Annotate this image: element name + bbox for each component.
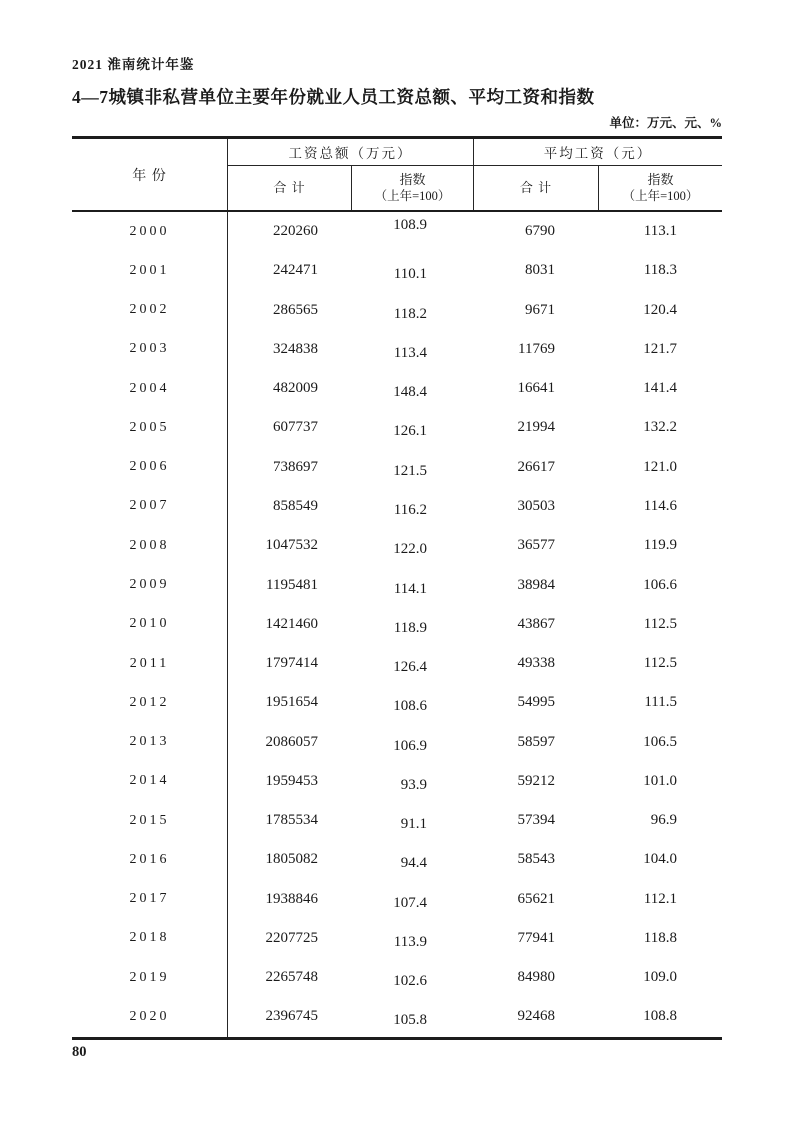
total-wage-index-cell: 102.6	[393, 973, 427, 990]
year-cell: 2015	[72, 801, 228, 840]
group-header-total-wage: 工资总额（万元）	[228, 139, 474, 165]
total-wage-index-cell: 121.5	[393, 462, 427, 479]
avg-wage-cell: 30503	[517, 497, 555, 514]
avg-wage-index-cell: 121.7	[643, 340, 677, 357]
total-wage-cell: 1785534	[265, 812, 318, 829]
sub-header-avg-wage-index	[599, 166, 722, 210]
total-wage-cell: 2396745	[265, 1008, 318, 1025]
total-wage-index-cell: 116.2	[393, 501, 427, 518]
table-row	[72, 840, 722, 879]
year-cell: 2016	[72, 840, 228, 879]
avg-wage-cell: 36577	[517, 537, 555, 554]
page-number: 80	[72, 1044, 87, 1060]
table-row	[72, 251, 722, 290]
total-wage-cell: 1421460	[265, 615, 318, 632]
table-row	[72, 919, 722, 958]
total-wage-index-cell: 126.4	[393, 659, 427, 676]
avg-wage-cell: 84980	[517, 969, 555, 986]
table-row	[72, 644, 722, 683]
sub-header-total-wage-total: 合 计	[228, 166, 352, 210]
avg-wage-index-cell: 121.0	[643, 458, 677, 475]
avg-wage-cell: 59212	[517, 772, 555, 789]
year-cell: 2019	[72, 958, 228, 997]
sub-header-total-wage-index	[352, 166, 474, 210]
unit-note: 单位：万元、元、%	[609, 116, 722, 130]
year-cell: 2003	[72, 330, 228, 369]
year-cell: 2013	[72, 722, 228, 761]
table-row	[72, 487, 722, 526]
year-cell: 2002	[72, 291, 228, 330]
total-wage-index-cell: 122.0	[393, 541, 427, 558]
total-wage-cell: 2086057	[265, 733, 318, 750]
avg-wage-index-cell: 120.4	[643, 301, 677, 318]
avg-wage-cell: 16641	[517, 380, 555, 397]
total-wage-cell: 738697	[273, 458, 318, 475]
page-title: 4—7城镇非私营单位主要年份就业人员工资总额、平均工资和指数	[72, 87, 595, 107]
total-wage-index-cell: 126.1	[393, 423, 427, 440]
avg-wage-index-cell: 109.0	[643, 969, 677, 986]
table-row	[72, 212, 722, 251]
year-cell: 2014	[72, 762, 228, 801]
avg-wage-cell: 65621	[517, 890, 555, 907]
total-wage-index-cell: 113.9	[393, 933, 427, 950]
total-wage-index-cell: 94.4	[400, 855, 427, 872]
avg-wage-index-cell: 112.5	[643, 655, 677, 672]
total-wage-cell: 1047532	[265, 537, 318, 554]
avg-wage-index-cell: 111.5	[644, 694, 677, 711]
total-wage-index-cell: 118.2	[393, 305, 427, 322]
table-row	[72, 526, 722, 565]
avg-wage-index-cell: 101.0	[643, 772, 677, 789]
table-header	[72, 139, 722, 212]
avg-wage-index-cell: 104.0	[643, 851, 677, 868]
avg-wage-index-cell: 112.5	[643, 615, 677, 632]
avg-wage-index-cell: 113.1	[643, 223, 677, 240]
table-row	[72, 605, 722, 644]
total-wage-index-cell: 148.4	[393, 384, 427, 401]
sub-header-row	[228, 166, 722, 210]
total-wage-index-cell: 91.1	[400, 816, 427, 833]
avg-wage-cell: 77941	[517, 929, 555, 946]
avg-wage-index-cell: 118.8	[643, 929, 677, 946]
total-wage-cell: 1951654	[265, 694, 318, 711]
avg-wage-index-cell: 106.5	[643, 733, 677, 750]
total-wage-cell: 220260	[273, 223, 318, 240]
year-cell: 2007	[72, 487, 228, 526]
table-row	[72, 330, 722, 369]
avg-wage-index-cell: 119.9	[643, 537, 677, 554]
avg-wage-index-cell: 108.8	[643, 1008, 677, 1025]
total-wage-cell: 858549	[273, 497, 318, 514]
year-cell: 2018	[72, 919, 228, 958]
avg-wage-index-cell: 141.4	[643, 380, 677, 397]
year-cell: 2006	[72, 448, 228, 487]
table-row	[72, 683, 722, 722]
avg-wage-cell: 38984	[517, 576, 555, 593]
sub-header-avg-wage-total: 合 计	[474, 166, 599, 210]
avg-wage-cell: 54995	[517, 694, 555, 711]
year-cell: 2008	[72, 526, 228, 565]
sub-header-index-base: （上年=100）	[622, 189, 699, 203]
year-cell: 2011	[72, 644, 228, 683]
total-wage-cell: 1938846	[265, 890, 318, 907]
group-header-avg-wage: 平均工资（元）	[543, 146, 653, 161]
total-wage-cell: 2207725	[265, 929, 318, 946]
total-wage-index-cell: 108.9	[393, 217, 427, 234]
total-wage-cell: 2265748	[265, 969, 318, 986]
total-wage-cell: 607737	[273, 419, 318, 436]
total-wage-index-cell: 106.9	[393, 737, 427, 754]
avg-wage-cell: 21994	[517, 419, 555, 436]
avg-wage-cell: 6790	[525, 223, 555, 240]
total-wage-index-cell: 93.9	[400, 776, 427, 793]
year-column-header: 年 份	[72, 139, 228, 210]
year-cell: 2020	[72, 997, 228, 1036]
avg-wage-cell: 58543	[517, 851, 555, 868]
table-row	[72, 369, 722, 408]
avg-wage-cell: 26617	[517, 458, 555, 475]
table-body	[72, 212, 722, 1037]
total-wage-cell: 1797414	[265, 655, 318, 672]
avg-wage-cell: 11769	[518, 340, 555, 357]
year-cell: 2001	[72, 251, 228, 290]
year-cell: 2004	[72, 369, 228, 408]
total-wage-cell: 324838	[273, 340, 318, 357]
table-row	[72, 565, 722, 604]
avg-wage-cell: 58597	[517, 733, 555, 750]
year-cell: 2017	[72, 880, 228, 919]
year-cell: 2009	[72, 565, 228, 604]
table-row	[72, 291, 722, 330]
table-row	[72, 801, 722, 840]
avg-wage-cell: 8031	[525, 262, 555, 279]
sub-header-index-label: 指数	[647, 172, 674, 187]
table-row	[72, 958, 722, 997]
year-cell: 2005	[72, 408, 228, 447]
sub-header-index-label: 指数	[399, 172, 426, 187]
avg-wage-index-cell: 96.9	[650, 812, 677, 829]
table-row	[72, 997, 722, 1036]
total-wage-index-cell: 113.4	[393, 344, 427, 361]
wage-table	[72, 136, 722, 1040]
table-row	[72, 448, 722, 487]
total-wage-index-cell: 110.1	[393, 266, 427, 283]
total-wage-index-cell: 118.9	[393, 619, 427, 636]
avg-wage-cell: 43867	[517, 615, 555, 632]
total-wage-cell: 242471	[273, 262, 318, 279]
avg-wage-cell: 49338	[517, 655, 555, 672]
header-right-section	[228, 139, 722, 210]
total-wage-index-cell: 105.8	[393, 1012, 427, 1029]
avg-wage-index-cell: 114.6	[643, 497, 677, 514]
year-cell: 2010	[72, 605, 228, 644]
avg-wage-cell: 9671	[525, 301, 555, 318]
total-wage-cell: 1195481	[266, 576, 318, 593]
table-row	[72, 722, 722, 761]
avg-wage-index-cell: 132.2	[643, 419, 677, 436]
total-wage-cell: 1959453	[265, 772, 318, 789]
total-wage-index-cell: 107.4	[393, 894, 427, 911]
avg-wage-index-cell: 106.6	[643, 576, 677, 593]
total-wage-index-cell: 108.6	[393, 698, 427, 715]
avg-wage-index-cell: 112.1	[643, 890, 677, 907]
avg-wage-cell: 57394	[517, 812, 555, 829]
total-wage-cell: 482009	[273, 380, 318, 397]
table-row	[72, 408, 722, 447]
avg-wage-cell: 92468	[517, 1008, 555, 1025]
table-row	[72, 762, 722, 801]
sub-header-index-base: （上年=100）	[374, 189, 451, 203]
group-header-row	[228, 139, 722, 166]
yearbook-header: 2021 淮南统计年鉴	[72, 57, 195, 72]
avg-wage-index-cell: 118.3	[643, 262, 677, 279]
total-wage-index-cell: 114.1	[393, 580, 427, 597]
total-wage-cell: 286565	[273, 301, 318, 318]
total-wage-cell: 1805082	[265, 851, 318, 868]
year-cell: 2000	[72, 212, 228, 251]
year-cell: 2012	[72, 683, 228, 722]
table-row	[72, 880, 722, 919]
